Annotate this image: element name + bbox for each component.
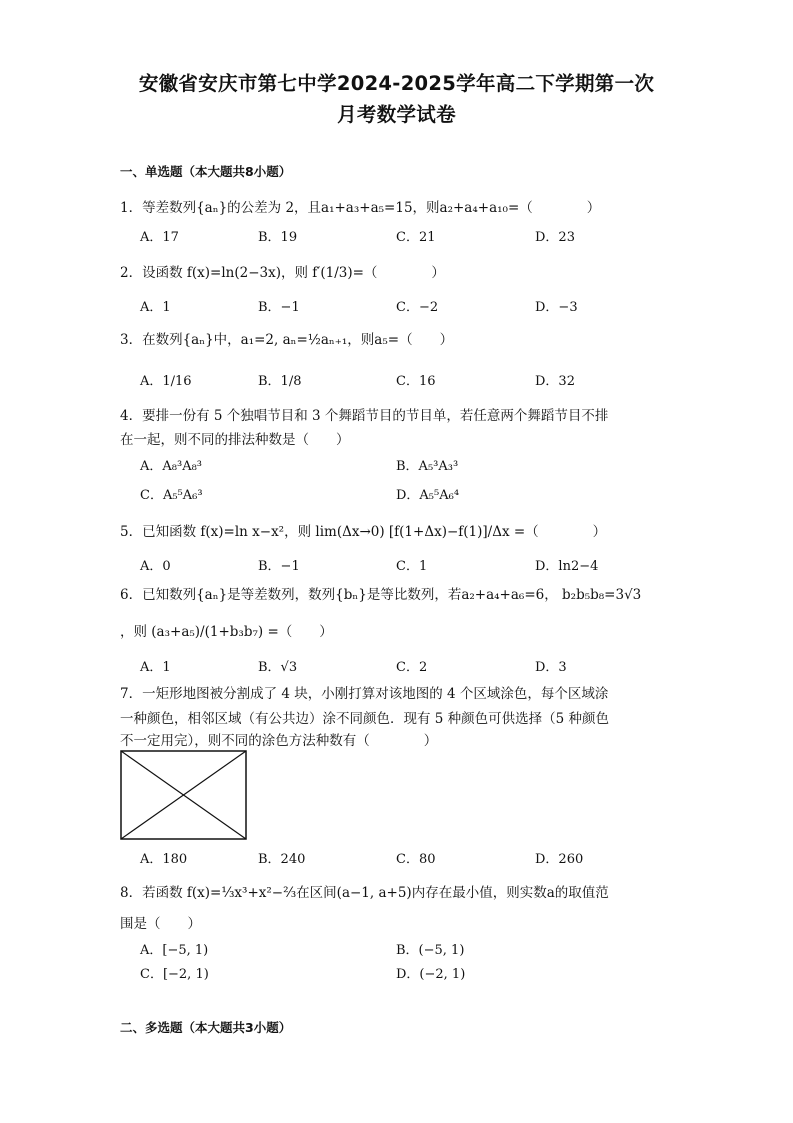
document-title-line1: 安徽省安庆市第七中学2024-2025学年高二下学期第一次 (138, 72, 655, 95)
document-title-line2: 月考数学试卷 (337, 103, 456, 126)
question-6-stem-line2: ，则 (a₃+a₅)/(1+b₃b₇) =（ ） (120, 624, 333, 640)
q8-option-a: A．[−5, 1) (140, 943, 209, 958)
section-header-multiple-choice: 二、多选题（本大题共3小题） (120, 1020, 292, 1035)
q4-option-a: A．A₈³A₈³ (140, 459, 203, 474)
question-3-stem: 3．在数列{aₙ}中，a₁=2, aₙ=½aₙ₊₁，则a₅=（ ） (120, 332, 454, 348)
question-7-stem-line1: 7．一矩形地图被分割成了 4 块，小刚打算对该地图的 4 个区域涂色，每个区域涂 (120, 686, 609, 702)
q5-option-b: B．−1 (258, 559, 300, 574)
q6-option-c: C．2 (396, 660, 428, 675)
question-2-stem: 2．设函数 f(x)=ln(2−3x)，则 f′(1/3)=（ ） (120, 265, 445, 281)
q5-option-a: A．0 (140, 559, 171, 574)
q4-option-b: B．A₅³A₃³ (396, 459, 459, 474)
q7-option-c: C．80 (396, 852, 436, 867)
q5-option-c: C．1 (396, 559, 428, 574)
q8-option-b: B．(−5, 1) (396, 943, 465, 958)
question-7-stem-line2: 一种颜色，相邻区域（有公共边）涂不同颜色．现有 5 种颜色可供选择（5 种颜色 (120, 711, 610, 727)
q2-option-d: D．−3 (535, 300, 578, 315)
q3-option-b: B．1/8 (258, 374, 302, 389)
question-1-stem: 1．等差数列{aₙ}的公差为 2，且a₁+a₃+a₅=15，则a₂+a₄+a₁₀=（ ） (120, 200, 601, 216)
question-8-stem-line1: 8．若函数 f(x)=⅓x³+x²−⅔在区间(a−1, a+5)内存在最小值，则实数a的取值范 (120, 885, 609, 901)
map-figure (120, 750, 247, 840)
question-4-stem-line2: 在一起，则不同的排法种数是（ ） (120, 432, 350, 448)
q1-option-a: A．17 (140, 230, 179, 245)
q2-option-a: A．1 (140, 300, 171, 315)
q7-option-b: B．240 (258, 852, 306, 867)
q6-option-d: D．3 (535, 660, 567, 675)
q7-option-d: D．260 (535, 852, 584, 867)
q7-option-a: A．180 (140, 852, 188, 867)
question-7-stem-line3: 不一定用完），则不同的涂色方法种数有（ ） (120, 733, 438, 749)
q1-option-b: B．19 (258, 230, 298, 245)
q3-option-d: D．32 (535, 374, 575, 389)
q3-option-a: A．1/16 (140, 374, 192, 389)
question-5-stem: 5．已知函数 f(x)=ln x−x²，则 lim(Δx→0) [f(1+Δx)−f(1)]/Δx =（ ） (120, 524, 607, 540)
question-6-stem-line1: 6．已知数列{aₙ}是等差数列，数列{bₙ}是等比数列，若a₂+a₄+a₆=6， b₂b₅b₈=3√3 (120, 587, 642, 603)
q6-option-b: B．√3 (258, 660, 298, 675)
q4-option-d: D．A₅⁵A₆⁴ (396, 488, 460, 503)
q8-option-c: C．[−2, 1) (140, 967, 209, 982)
q1-option-d: D．23 (535, 230, 575, 245)
q5-option-d: D．ln2−4 (535, 559, 599, 574)
q4-option-c: C．A₅⁵A₆³ (140, 488, 203, 503)
q6-option-a: A．1 (140, 660, 171, 675)
q8-option-d: D．(−2, 1) (396, 967, 466, 982)
q1-option-c: C．21 (396, 230, 436, 245)
question-4-stem-line1: 4．要排一份有 5 个独唱节目和 3 个舞蹈节目的节目单，若任意两个舞蹈节目不排 (120, 408, 609, 424)
q2-option-b: B．−1 (258, 300, 300, 315)
q2-option-c: C．−2 (396, 300, 439, 315)
section-header-single-choice: 一、单选题（本大题共8小题） (120, 164, 292, 179)
question-8-stem-line2: 围是（ ） (120, 916, 201, 932)
q3-option-c: C．16 (396, 374, 436, 389)
